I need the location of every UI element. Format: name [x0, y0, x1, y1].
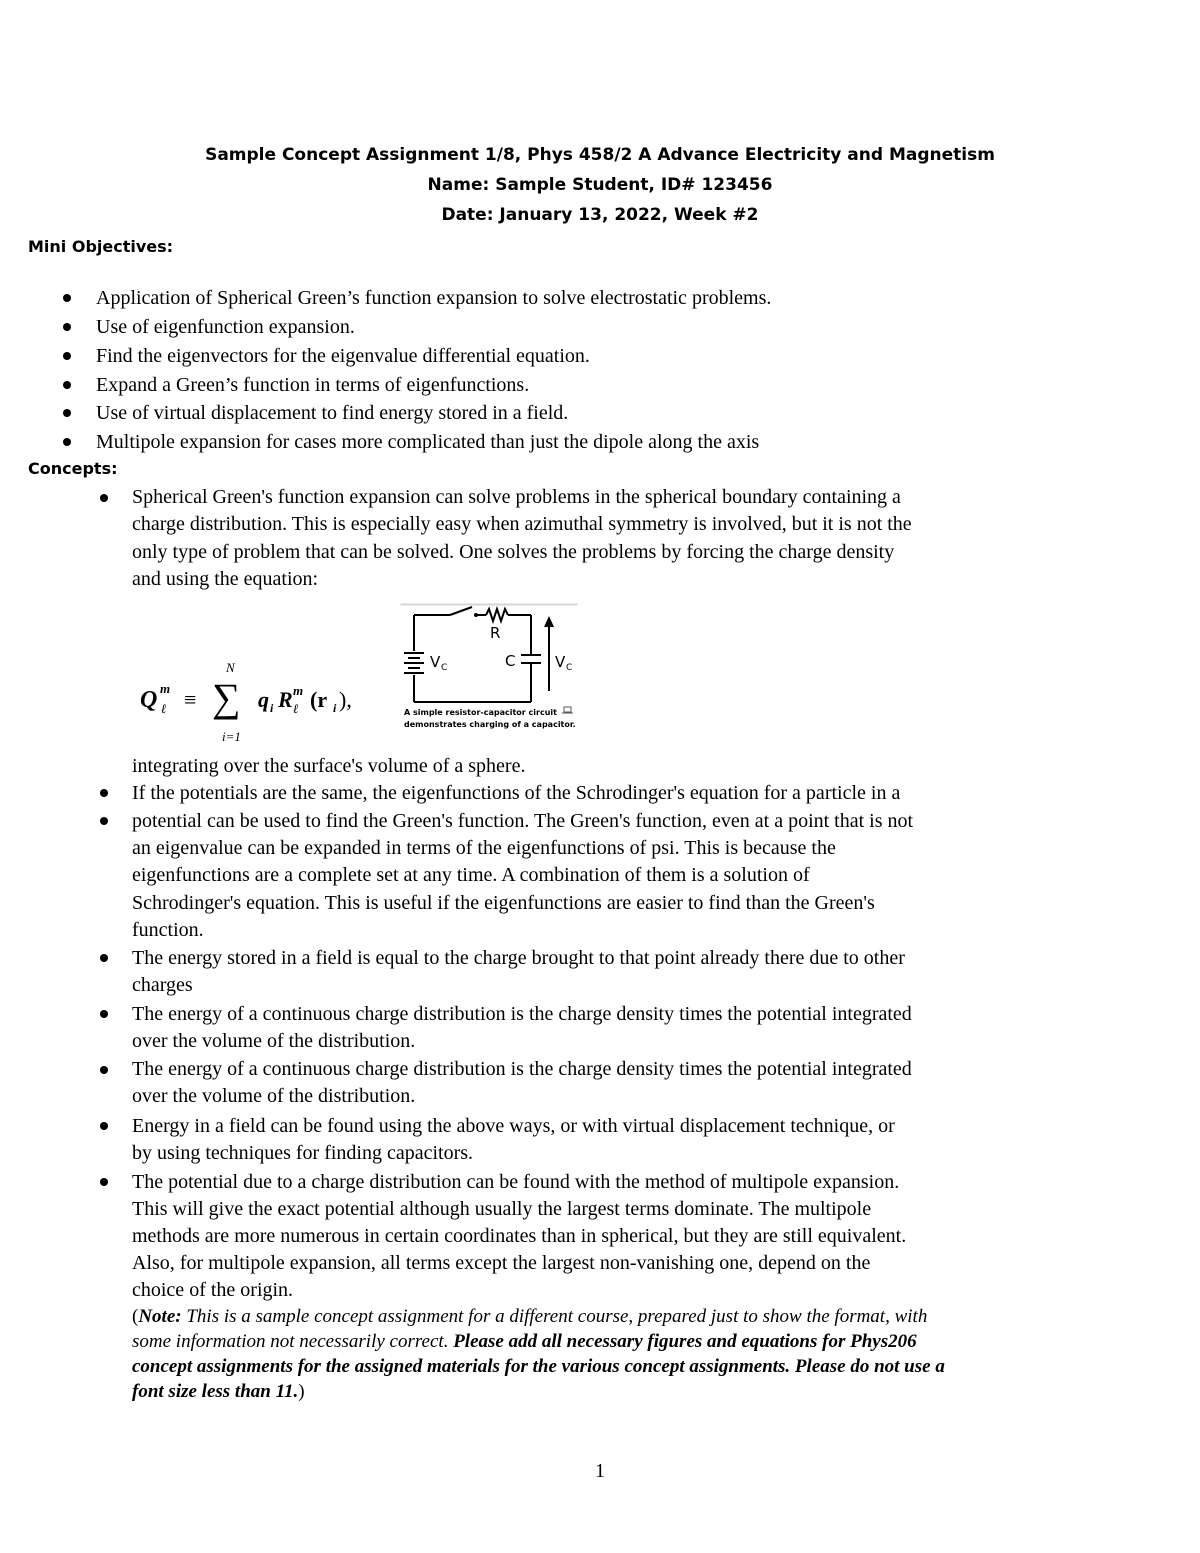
- eq-arg: (r: [310, 687, 328, 712]
- date-line: Date: January 13, 2022, Week #2: [441, 205, 759, 225]
- objective-item: Find the eigenvectors for the eigenvalue differential equation.: [96, 345, 590, 367]
- multipole-moment-equation: [140, 655, 380, 745]
- concept-3-line: Schrodinger's equation. This is useful if the eigenfunctions are easier to find than the Green's: [132, 892, 875, 914]
- eq-upper-limit: N: [226, 660, 235, 675]
- note-text-2: some information not necessarily correct.: [132, 1331, 449, 1352]
- concept-8-line: The potential due to a charge distribution can be found with the method of multipole expansion.: [132, 1171, 900, 1193]
- rc-circuit-figure: [400, 603, 578, 736]
- note-line-2: [132, 1330, 917, 1354]
- bullet-icon: [100, 1010, 108, 1018]
- eq-q: q: [258, 687, 269, 712]
- eq-lower-limit: i=1: [222, 729, 241, 744]
- note-close-paren: ): [298, 1381, 305, 1402]
- circuit-caption-line-1: A simple resistor-capacitor circuit: [404, 708, 557, 717]
- concept-3-line: an eigenvalue can be expanded in terms of the eigenfunctions of psi. This is because the: [132, 837, 836, 859]
- concept-1-line: Spherical Green's function expansion can solve problems in the spherical boundary containing a: [132, 486, 901, 508]
- concept-1-line: charge distribution. This is especially easy when azimuthal symmetry is involved, but it is not the: [132, 513, 912, 535]
- bullet-icon: [100, 789, 108, 797]
- bullet-icon: [100, 1066, 108, 1074]
- concept-5-line: over the volume of the distribution.: [132, 1030, 416, 1052]
- concept-8-line: choice of the origin.: [132, 1279, 294, 1301]
- switch-contact: [474, 613, 478, 617]
- eq-lhs-sup: m: [160, 681, 171, 696]
- concept-2-line: If the potentials are the same, the eigenfunctions of the Schrodinger's equation for a particle in a: [132, 782, 901, 804]
- objective-item: Expand a Green’s function in terms of eigenfunctions.: [96, 374, 530, 396]
- bullet-icon: [63, 438, 71, 446]
- concept-7-line: Energy in a field can be found using the above ways, or with virtual displacement technique, or: [132, 1115, 895, 1137]
- battery-label-sub: C: [441, 663, 448, 673]
- resistor-label: R: [490, 624, 501, 642]
- capacitor-voltage-sub: C: [566, 663, 573, 673]
- concept-7-line: by using techniques for finding capacitors.: [132, 1142, 474, 1164]
- concept-8-line: This will give the exact potential although usually the largest terms dominate. The multipole: [132, 1198, 872, 1220]
- concept-1-continuation: integrating over the surface's volume of a sphere.: [132, 755, 526, 777]
- note-bold-4: font size less than 11.: [132, 1381, 299, 1402]
- eq-r-sub: ℓ: [293, 701, 299, 716]
- concept-5-line: The energy of a continuous charge distribution is the charge density times the potential integrated: [132, 1003, 912, 1025]
- note-text-1: This is a sample concept assignment for a different course, prepared just to show the format, with: [181, 1306, 928, 1327]
- capacitor-voltage-label: V: [555, 653, 566, 671]
- eq-q-sub: i: [270, 701, 274, 715]
- concept-6-line: The energy of a continuous charge distribution is the charge density times the potential integrated: [132, 1058, 912, 1080]
- concept-1-line: only type of problem that can be solved. One solves the problems by forcing the charge density: [132, 541, 895, 563]
- bullet-icon: [100, 1122, 108, 1130]
- note-line-1: [132, 1305, 927, 1329]
- capacitor-label: C: [505, 652, 516, 670]
- eq-arg-sub: i: [333, 701, 337, 715]
- bullet-icon: [63, 352, 71, 360]
- eq-equiv: ≡: [184, 687, 197, 712]
- circuit-caption-line-2: demonstrates charging of a capacitor.: [404, 720, 576, 729]
- mini-objectives-label: Mini Objectives:: [28, 237, 174, 256]
- concept-3-line: eigenfunctions are a complete set at any time. A combination of them is a solution of: [132, 864, 810, 886]
- note-line-3: [132, 1355, 945, 1379]
- bullet-icon: [63, 381, 71, 389]
- bullet-icon: [100, 954, 108, 962]
- bullet-icon: [63, 323, 71, 331]
- battery-label: V: [430, 653, 441, 671]
- concept-3-line: potential can be used to find the Green's function. The Green's function, even at a point that is not: [132, 810, 914, 832]
- page-number: 1: [595, 1460, 605, 1482]
- bullet-icon: [100, 494, 108, 502]
- bullet-icon: [63, 294, 71, 302]
- concepts-label: Concepts:: [28, 459, 118, 478]
- eq-lhs: Q: [140, 687, 158, 713]
- bullet-icon: [100, 1178, 108, 1186]
- concept-3-line: function.: [132, 919, 204, 941]
- objective-item: Multipole expansion for cases more complicated than just the dipole along the axis: [96, 431, 760, 453]
- student-name-line: Name: Sample Student, ID# 123456: [427, 175, 773, 195]
- eq-sigma: ∑: [212, 675, 241, 720]
- note-line-4: [132, 1380, 305, 1404]
- concept-8-line: Also, for multipole expansion, all terms except the largest non-vanishing one, depend on the: [132, 1252, 871, 1274]
- note-word: Note:: [138, 1306, 182, 1327]
- objective-item: Application of Spherical Green’s function expansion to solve electrostatic problems.: [96, 287, 772, 309]
- document-title: Sample Concept Assignment 1/8, Phys 458/2 A Advance Electricity and Magnetism: [205, 145, 995, 165]
- note-bold-2: Please add all necessary figures and equations for Phys206: [448, 1331, 917, 1352]
- concept-4-line: charges: [132, 974, 193, 996]
- objective-item: Use of virtual displacement to find energy stored in a field.: [96, 402, 569, 424]
- note-open-paren: (: [132, 1306, 139, 1327]
- concept-8-line: methods are more numerous in certain coordinates than in spherical, but they are still equivalent.: [132, 1225, 907, 1247]
- note-bold-3: concept assignments for the assigned materials for the various concept assignments. Please do not use a: [132, 1356, 945, 1377]
- concept-6-line: over the volume of the distribution.: [132, 1085, 416, 1107]
- bullet-icon: [63, 409, 71, 417]
- eq-end: ),: [339, 687, 352, 712]
- eq-r-sup: m: [293, 683, 304, 698]
- objective-item: Use of eigenfunction expansion.: [96, 316, 355, 338]
- bullet-icon: [100, 817, 108, 825]
- eq-r: R: [278, 687, 293, 712]
- concept-1-line: and using the equation:: [132, 568, 319, 590]
- eq-lhs-sub: ℓ: [161, 701, 167, 716]
- concept-4-line: The energy stored in a field is equal to the charge brought to that point already there due to other: [132, 947, 905, 969]
